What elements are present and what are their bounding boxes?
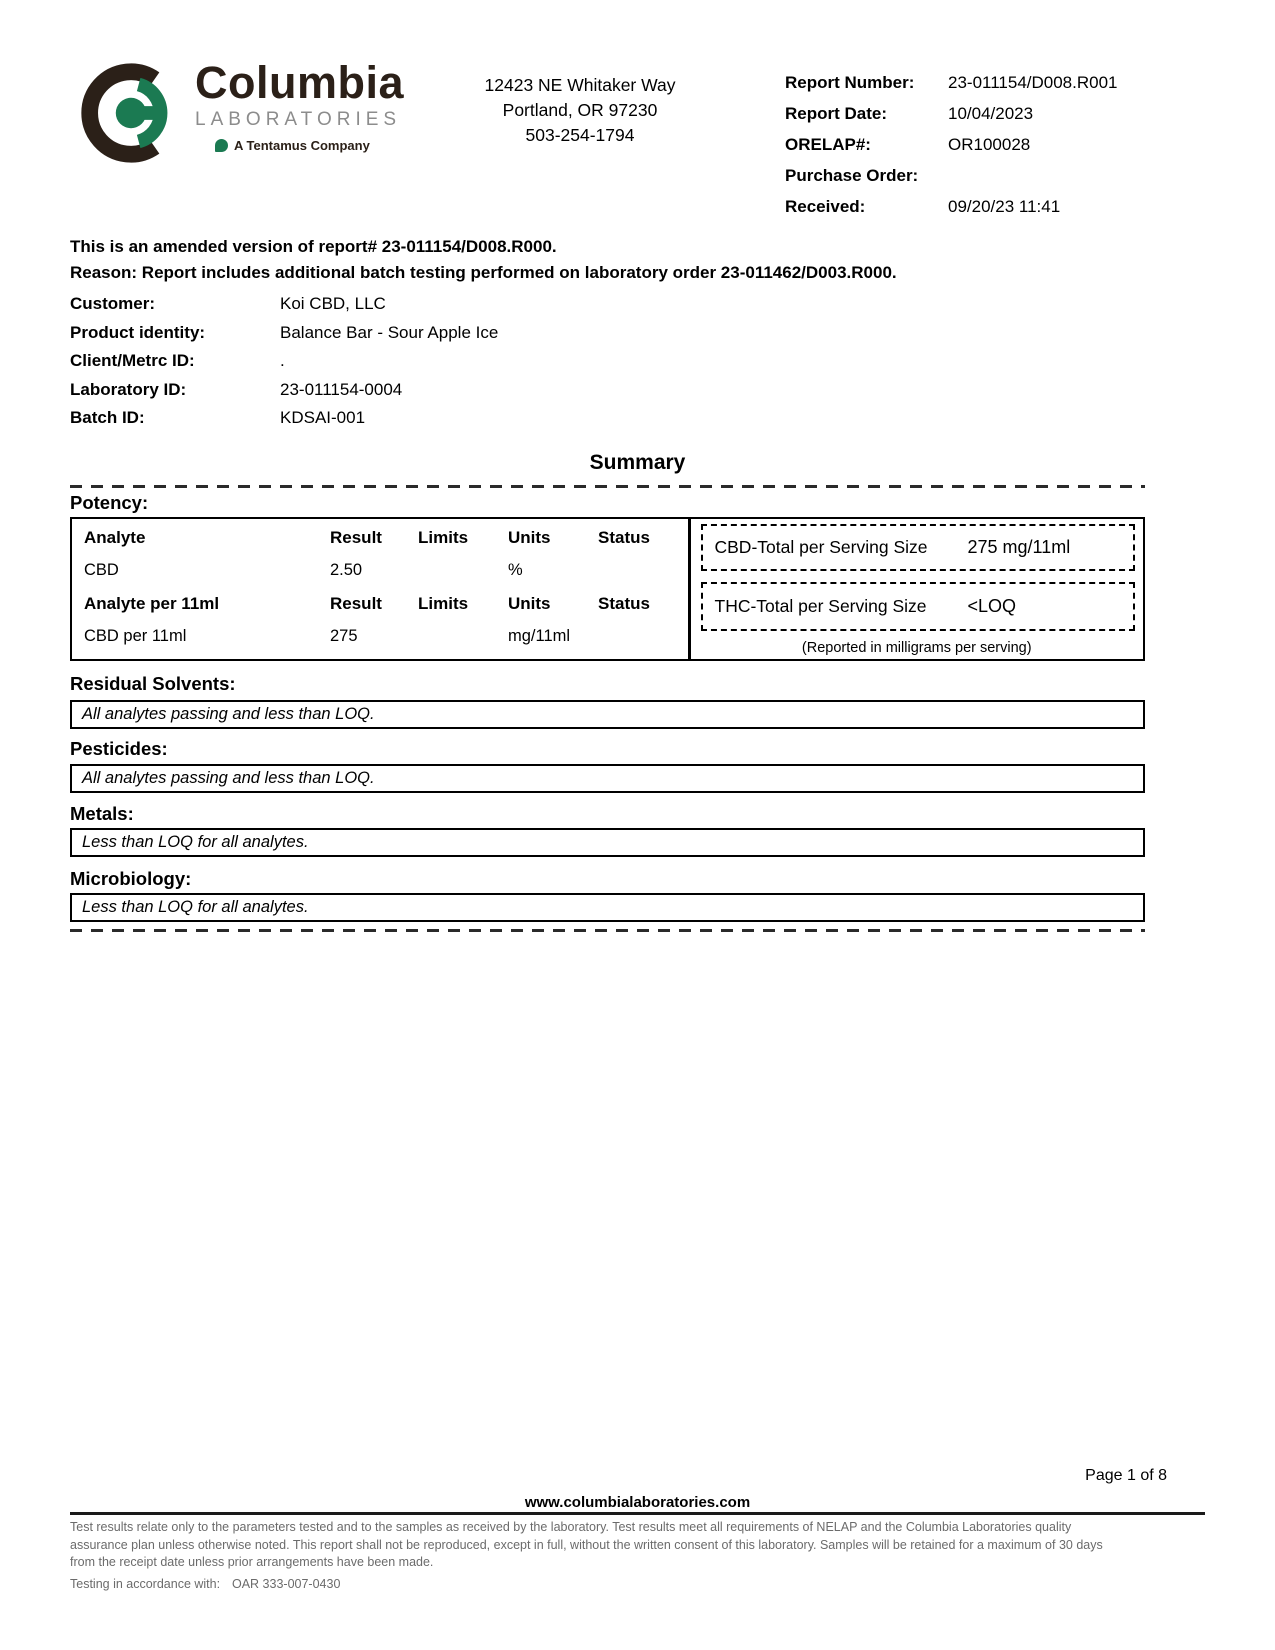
testing-accordance-value: OAR 333-007-0430 (232, 1577, 341, 1591)
sample-info-row (70, 408, 498, 437)
customer-value: Koi CBD, LLC (280, 294, 386, 313)
thc-total-box (701, 582, 1136, 631)
potency-row2-result: 275 (330, 627, 358, 645)
potency-results-box (70, 517, 1145, 661)
address-line-2: Portland, OR 97230 (502, 100, 658, 120)
pesticides-heading: Pesticides: (70, 738, 168, 759)
sample-info-row (70, 380, 498, 409)
pesticides-result-box (70, 764, 1145, 793)
metals-result: Less than LOQ for all analytes. (82, 833, 309, 851)
address-line-1: 12423 NE Whitaker Way (484, 75, 676, 95)
residual-solvents-heading: Residual Solvents: (70, 673, 236, 694)
report-info-row (785, 104, 1118, 135)
tentamus-icon (215, 139, 228, 152)
cbd-total-value: 275 mg/11ml (967, 537, 1071, 557)
summary-bottom-dashed-divider (70, 929, 1145, 932)
logo-text-block (195, 57, 405, 153)
cbd-total-box (701, 524, 1136, 571)
sample-info (70, 294, 498, 437)
laboratory-id-label: Laboratory ID: (70, 379, 187, 399)
potency-row-units: % (508, 561, 523, 579)
report-number-label: Report Number: (785, 73, 915, 92)
residual-solvents-result-box (70, 700, 1145, 729)
product-identity-label: Product identity: (70, 322, 206, 342)
serving-size-note: (Reported in milligrams per serving) (801, 640, 1032, 656)
laboratory-id-value: 23-011154-0004 (280, 379, 403, 399)
website-link[interactable]: www.columbialaboratories.com (524, 1494, 751, 1511)
batch-id-label: Batch ID: (70, 408, 145, 428)
page-number: Page 1 of 8 (1085, 1467, 1167, 1484)
potency-row-analyte: CBD (84, 561, 119, 579)
summary-top-dashed-divider (70, 485, 1145, 488)
customer-label: Customer: (70, 294, 156, 313)
received-value: 09/20/23 11:41 (948, 197, 1061, 216)
report-date-value: 10/04/2023 (948, 104, 1034, 123)
testing-accordance (70, 1577, 340, 1591)
metals-result-box (70, 828, 1145, 857)
potency-header-status: Status (598, 528, 650, 547)
potency-header-units: Units (508, 528, 551, 547)
sample-info-row (70, 323, 498, 352)
report-info (785, 73, 1118, 228)
product-identity-value: Balance Bar - Sour Apple Ice (280, 322, 499, 342)
cbd-total-label: CBD-Total per Serving Size (714, 537, 928, 557)
microbiology-result-box (70, 893, 1145, 922)
orelap-label: ORELAP#: (785, 135, 871, 154)
lab-address (430, 73, 730, 148)
logo-name: Columbia (195, 57, 405, 108)
potency-header-limits-2: Limits (418, 594, 469, 613)
residual-solvents-result: All analytes passing and less than LOQ. (82, 705, 375, 723)
potency-header-analyte-per-11ml: Analyte per 11ml (84, 594, 220, 613)
serving-size-panel (691, 519, 1144, 659)
client-metrc-id-value: . (280, 351, 285, 371)
report-info-row (785, 135, 1118, 166)
address-line-3: 503-254-1794 (525, 125, 635, 145)
client-metrc-id-label: Client/Metrc ID: (70, 351, 195, 371)
potency-row2-units: mg/11ml (508, 627, 571, 645)
potency-table (72, 519, 688, 659)
sample-info-row (70, 294, 498, 323)
footer-disclaimer: Test results relate only to the parameters tested and to the samples as received by the laboratory. Test results meet all requirements of NELAP and the Columbia Laboratories quality assurance plan unless otherwise noted. This report shall not be reproduced, except in full, without the written consent of this laboratory. Samples will be retained for a maximum of 30 days from the receipt date unless prior arrangements have been made. (70, 1520, 1103, 1569)
report-info-row (785, 197, 1118, 228)
potency-header-result: Result (330, 528, 382, 547)
metals-heading: Metals: (70, 803, 134, 824)
pesticides-result: All analytes passing and less than LOQ. (82, 769, 375, 787)
batch-id-value: KDSAI-001 (280, 408, 366, 428)
columbia-logo-icon (75, 60, 187, 171)
potency-header-units-2: Units (508, 594, 551, 613)
amendment-line-1: This is an amended version of report# 23-011154/D008.R000. (70, 237, 557, 256)
potency-header-result-2: Result (330, 594, 382, 613)
footer-divider (70, 1512, 1205, 1515)
microbiology-heading: Microbiology: (70, 868, 192, 889)
testing-accordance-label: Testing in accordance with: (70, 1577, 221, 1591)
microbiology-result: Less than LOQ for all analytes. (82, 898, 309, 916)
orelap-value: OR100028 (948, 135, 1031, 154)
potency-header-limits: Limits (418, 528, 469, 547)
amendment-line-2: Reason: Report includes additional batch testing performed on laboratory order 23-011462/D003.R000. (70, 263, 897, 282)
purchase-order-label: Purchase Order: (785, 166, 919, 185)
report-info-row (785, 73, 1118, 104)
received-label: Received: (785, 197, 866, 216)
potency-header-status-2: Status (598, 594, 650, 613)
report-date-label: Report Date: (785, 104, 888, 123)
tentamus-label: A Tentamus Company (234, 138, 370, 153)
potency-row-result: 2.50 (330, 561, 363, 579)
potency-header-analyte: Analyte (84, 528, 146, 547)
potency-row2-analyte: CBD per 11ml (84, 627, 187, 645)
thc-total-label: THC-Total per Serving Size (714, 596, 927, 616)
logo-subtitle: LABORATORIES (195, 109, 402, 130)
tentamus-line (215, 138, 404, 153)
report-number-value: 23-011154/D008.R001 (948, 73, 1118, 92)
thc-total-value: <LOQ (967, 596, 1017, 616)
amendment-notice (70, 234, 897, 286)
sample-info-row (70, 351, 498, 380)
report-info-row (785, 166, 1118, 197)
columbia-logo (75, 57, 405, 171)
potency-heading: Potency: (70, 492, 149, 513)
summary-title: Summary (589, 451, 686, 474)
